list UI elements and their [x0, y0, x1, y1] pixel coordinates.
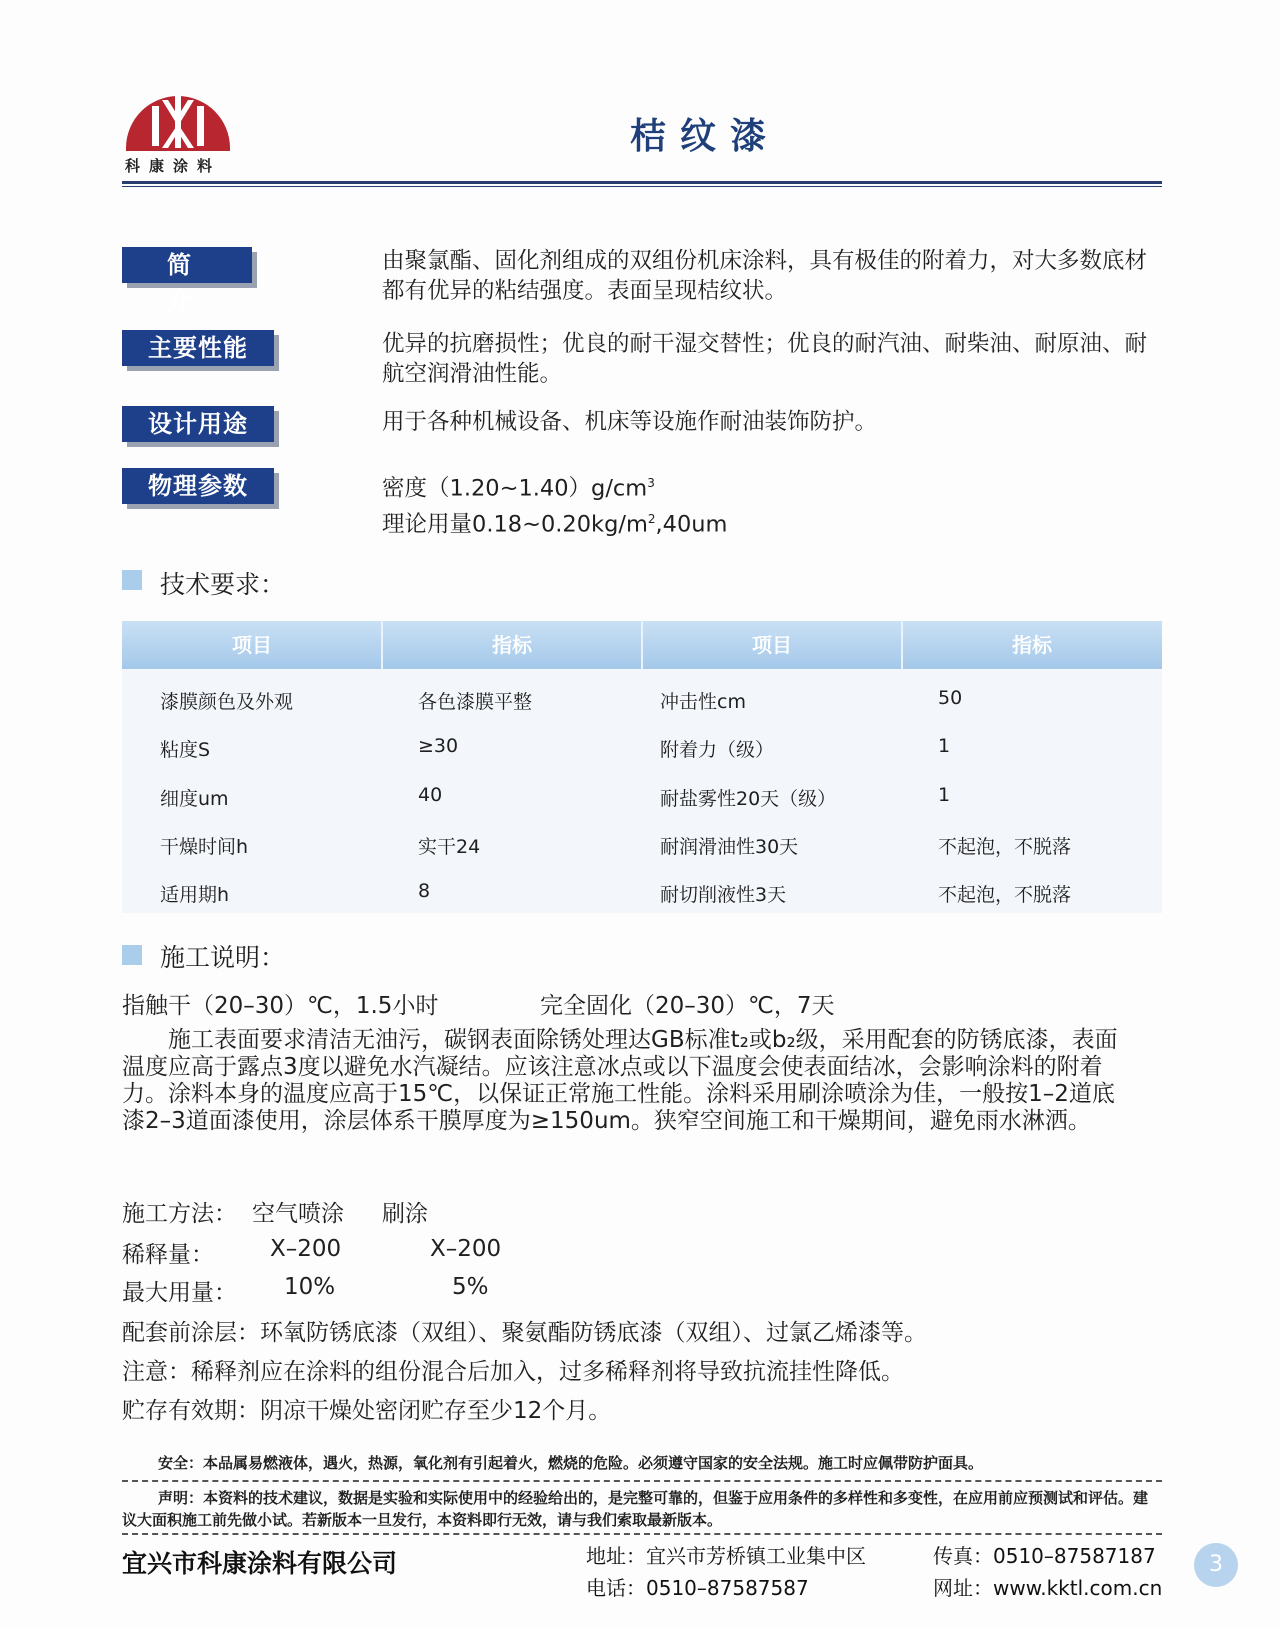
thinner-value: X–200 [270, 1236, 342, 1262]
table-header-divider [901, 621, 903, 669]
intro-text: 由聚氯酯、固化剂组成的双组份机床涂料，具有极佳的附着力，对大多数底材都有优异的粘结强度。表面呈现桔纹状。 [382, 248, 1148, 304]
header-divider [122, 181, 1162, 184]
table-header-cell: 指标 [492, 633, 532, 657]
table-cell: ≥30 [418, 735, 459, 757]
table-cell: 耐切削液性3天 [660, 884, 787, 906]
page-number: 3 [1194, 1543, 1238, 1587]
table-header-divider [381, 621, 383, 669]
tech-heading: 技术要求： [160, 570, 286, 599]
table-cell: 40 [418, 784, 443, 806]
section-tag-performance: 主要性能 [122, 330, 274, 366]
full-cure-line: 完全固化（20–30）℃，7天 [540, 993, 835, 1019]
table-header-cell: 项目 [752, 633, 792, 657]
address: 地址：宜兴市芳桥镇工业集中区 [586, 1544, 866, 1568]
table-cell: 细度um [160, 788, 229, 810]
heading-square-icon [122, 570, 142, 590]
thinner-label: 稀释量： [122, 1242, 214, 1268]
method-value: 空气喷涂 [252, 1201, 344, 1227]
table-cell: 不起泡，不脱落 [938, 884, 1072, 906]
table-cell: 实干24 [418, 836, 481, 858]
table-cell: 不起泡，不脱落 [938, 836, 1072, 858]
method-value: 刷涂 [382, 1201, 428, 1227]
table-header-cell: 指标 [1012, 633, 1052, 657]
dashed-divider [122, 1533, 1162, 1535]
table-cell: 1 [938, 784, 951, 806]
storage-line: 贮存有效期：阴凉干燥处密闭贮存至少12个月。 [122, 1398, 612, 1424]
dashed-divider [122, 1480, 1162, 1482]
table-cell: 干燥时间h [160, 836, 249, 858]
table-cell: 8 [418, 880, 431, 902]
table-header-divider [641, 621, 643, 669]
logo-text: 科康涂料 [125, 157, 222, 175]
website: 网址：www.kktl.com.cn [933, 1576, 1163, 1600]
construction-paragraph: 施工表面要求清洁无油污，碳钢表面除锈处理达GB标准t₂或b₂级，采用配套的防锈底漆，表面温度应高于露点3度以避免水汽凝结。应该注意冰点或以下温度会使表面结冰，会影响涂料的附着力。涂料本身的温度应高于15℃，以保证正常施工性能。涂料采用刷涂喷涂为佳，一般按1–2道底漆2–3道面漆使用，涂层体系干膜厚度为≥150um。狭窄空间施工和干燥期间，避免雨水淋洒。 [122, 1027, 1118, 1134]
physical-params [382, 468, 1162, 539]
note-line: 注意：稀释剂应在涂料的组份混合后加入，过多稀释剂将导致抗流挂性降低。 [122, 1359, 904, 1385]
method-label: 施工方法： [122, 1201, 237, 1227]
thinner-value: X–200 [430, 1236, 502, 1262]
max-dosage-label: 最大用量： [122, 1280, 237, 1306]
density-line: 密度$(1.20\sim 1.40)g/cm^3$ [382, 475, 655, 502]
table-cell: 各色漆膜平整 [418, 691, 533, 713]
section-tag-intro: 简 介 [122, 247, 252, 283]
max-dosage-value: 5% [452, 1274, 489, 1300]
touch-dry-line: 指触干（20–30）℃，1.5小时 [122, 993, 439, 1019]
page-title: 桔纹漆 [629, 116, 780, 157]
table-cell: 附着力（级） [660, 739, 775, 761]
heading-square-icon [122, 945, 142, 965]
section-tag-physical: 物理参数 [122, 468, 274, 504]
disclaimer: 声明：本资料的技术建议，数据是实验和实际使用中的经验给出的，是完整可靠的，但鉴于应用条件的多样性和多变性，在应用前应预测试和评估。建议大面积施工前先做小试。若新版本一旦发行，本资料即行无效，请与我们索取最新版本。 [122, 1489, 1149, 1529]
performance-text: 优异的抗磨损性；优良的耐干湿交替性；优良的耐汽油、耐柴油、耐原油、耐航空润滑油性能。 [382, 331, 1148, 387]
table-cell: 1 [938, 735, 951, 757]
table-cell: 粘度S [160, 739, 211, 761]
table-header-cell: 项目 [232, 633, 272, 657]
table-cell: 适用期h [160, 884, 230, 906]
company-name: 宜兴市科康涂料有限公司 [122, 1549, 398, 1578]
header-divider-thin [122, 186, 1162, 187]
table-cell: 冲击性cm [660, 691, 746, 713]
table-cell: 漆膜颜色及外观 [160, 691, 294, 713]
table-cell: 耐润滑油性30天 [660, 836, 799, 858]
max-dosage-value: 10% [284, 1274, 336, 1300]
coverage-line: 理论用量$0.18\sim 0.20kg/m^2,40um$ [382, 511, 728, 537]
construction-heading: 施工说明： [160, 943, 286, 972]
safety-note: 安全：本品属易燃液体，遇火，热源，氧化剂有引起着火，燃烧的危险。必须遵守国家的安全法规。施工时应佩带防护面具。 [158, 1454, 984, 1472]
table-cell: 耐盐雾性20天（级） [660, 788, 837, 810]
section-tag-usage: 设计用途 [122, 406, 274, 442]
table-cell: 50 [938, 687, 963, 709]
primer-line: 配套前涂层：环氧防锈底漆（双组）、聚氨酯防锈底漆（双组）、过氯乙烯漆等。 [122, 1320, 927, 1346]
fax: 传真：0510–87587187 [933, 1544, 1156, 1568]
phone: 电话：0510–87587587 [586, 1576, 809, 1600]
usage-text: 用于各种机械设备、机床等设施作耐油装饰防护。 [382, 409, 878, 435]
